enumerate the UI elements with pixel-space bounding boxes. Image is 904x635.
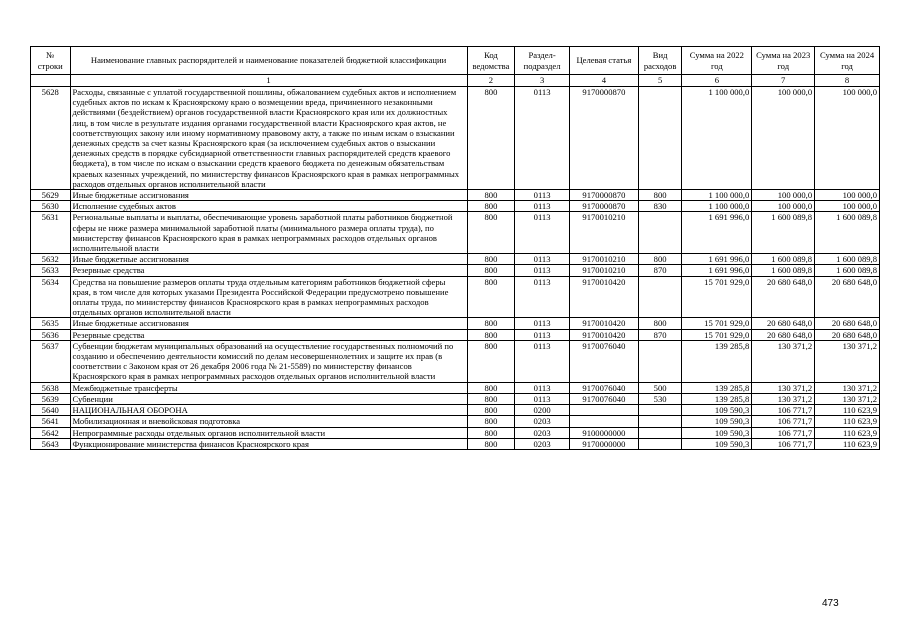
row-name: Резервные средства	[70, 329, 467, 340]
row-number: 5639	[31, 393, 71, 404]
row-sum-2022: 15 701 929,0	[682, 318, 752, 329]
table-row	[31, 416, 880, 427]
row-expense-type: 800	[638, 254, 682, 265]
row-section: 0203	[515, 416, 570, 427]
row-expense-type: 800	[638, 318, 682, 329]
row-sum-2022: 139 285,8	[682, 393, 752, 404]
row-section: 0113	[515, 201, 570, 212]
col-number	[31, 75, 71, 87]
col-number: 2	[467, 75, 515, 87]
row-section: 0113	[515, 254, 570, 265]
col-number: 6	[682, 75, 752, 87]
row-number: 5632	[31, 254, 71, 265]
row-target-item: 9170000870	[569, 190, 638, 201]
row-target-item: 9170010210	[569, 265, 638, 276]
page-number: 473	[822, 598, 839, 609]
row-number: 5635	[31, 318, 71, 329]
row-sum-2022: 15 701 929,0	[682, 276, 752, 318]
budget-table	[30, 46, 880, 450]
row-sum-2023: 1 600 089,8	[752, 254, 815, 265]
row-department-code: 800	[467, 329, 515, 340]
col-number: 4	[569, 75, 638, 87]
row-expense-type: 800	[638, 190, 682, 201]
row-sum-2023: 106 771,7	[752, 416, 815, 427]
row-sum-2023: 106 771,7	[752, 405, 815, 416]
row-expense-type: 870	[638, 265, 682, 276]
row-section: 0113	[515, 340, 570, 382]
table-row	[31, 393, 880, 404]
row-sum-2024: 20 680 648,0	[815, 329, 880, 340]
row-name: Иные бюджетные ассигнования	[70, 254, 467, 265]
header-sum-2023: Сумма на 2023 год	[752, 47, 815, 75]
column-number-row	[31, 75, 880, 87]
row-number: 5634	[31, 276, 71, 318]
row-target-item: 9170076040	[569, 393, 638, 404]
row-expense-type: 830	[638, 201, 682, 212]
row-number: 5633	[31, 265, 71, 276]
col-number: 1	[70, 75, 467, 87]
row-department-code: 800	[467, 190, 515, 201]
row-section: 0113	[515, 329, 570, 340]
row-number: 5630	[31, 201, 71, 212]
row-name: Региональные выплаты и выплаты, обеспечивающие уровень заработной платы работников бюджетной сферы не ниже размера минимальной заработной платы (минимального размера оплаты труда), по министерству финансов Красноярского края в рамках непрограммных расходов отдельных органов исполнительной власти	[70, 212, 467, 254]
row-target-item: 9170010210	[569, 212, 638, 254]
row-expense-type: 870	[638, 329, 682, 340]
row-sum-2023: 1 600 089,8	[752, 265, 815, 276]
row-sum-2023: 20 680 648,0	[752, 329, 815, 340]
row-sum-2023: 100 000,0	[752, 190, 815, 201]
row-department-code: 800	[467, 318, 515, 329]
row-sum-2024: 100 000,0	[815, 190, 880, 201]
table-row	[31, 254, 880, 265]
header-row-number: № строки	[31, 47, 71, 75]
row-department-code: 800	[467, 427, 515, 438]
header-expense-type: Вид расходов	[638, 47, 682, 75]
row-department-code: 800	[467, 340, 515, 382]
row-sum-2024: 110 623,9	[815, 405, 880, 416]
row-section: 0113	[515, 276, 570, 318]
row-target-item: 9170010420	[569, 318, 638, 329]
row-sum-2024: 130 371,2	[815, 382, 880, 393]
row-sum-2022: 109 590,3	[682, 427, 752, 438]
row-target-item	[569, 405, 638, 416]
row-number: 5641	[31, 416, 71, 427]
row-department-code: 800	[467, 201, 515, 212]
row-name: Межбюджетные трансферты	[70, 382, 467, 393]
row-sum-2022: 109 590,3	[682, 416, 752, 427]
row-target-item: 9170010420	[569, 276, 638, 318]
row-expense-type	[638, 438, 682, 449]
row-sum-2023: 130 371,2	[752, 393, 815, 404]
row-sum-2024: 110 623,9	[815, 416, 880, 427]
row-sum-2024: 110 623,9	[815, 438, 880, 449]
row-department-code: 800	[467, 393, 515, 404]
row-number: 5643	[31, 438, 71, 449]
row-target-item: 9170076040	[569, 382, 638, 393]
row-target-item: 9100000000	[569, 427, 638, 438]
row-sum-2023: 20 680 648,0	[752, 318, 815, 329]
header-row	[31, 47, 880, 75]
header-target-item: Целевая статья	[569, 47, 638, 75]
row-expense-type	[638, 405, 682, 416]
row-target-item: 9170000870	[569, 201, 638, 212]
header-sum-2022: Сумма на 2022 год	[682, 47, 752, 75]
table-row	[31, 382, 880, 393]
row-expense-type	[638, 212, 682, 254]
row-department-code: 800	[467, 438, 515, 449]
row-sum-2023: 106 771,7	[752, 427, 815, 438]
row-section: 0113	[515, 382, 570, 393]
row-expense-type	[638, 87, 682, 190]
row-target-item: 9170000870	[569, 87, 638, 190]
row-number: 5636	[31, 329, 71, 340]
row-number: 5640	[31, 405, 71, 416]
col-number: 5	[638, 75, 682, 87]
row-sum-2022: 139 285,8	[682, 340, 752, 382]
row-department-code: 800	[467, 276, 515, 318]
row-sum-2024: 1 600 089,8	[815, 212, 880, 254]
table-row	[31, 265, 880, 276]
row-name: Субвенции бюджетам муниципальных образований на осуществление государственных полномочий по созданию и обеспечению деятельности комиссий по делам несовершеннолетних и защите их прав (в соответствии с Законом края от 26 декабря 2006 года № 21-5589) по министерству финансов Красноярского края в рамках непрограммных расходов отдельных органов исполнительной власти	[70, 340, 467, 382]
table-row	[31, 276, 880, 318]
table-row	[31, 329, 880, 340]
row-department-code: 800	[467, 265, 515, 276]
row-number: 5629	[31, 190, 71, 201]
row-sum-2022: 139 285,8	[682, 382, 752, 393]
row-department-code: 800	[467, 405, 515, 416]
row-expense-type	[638, 427, 682, 438]
row-expense-type: 530	[638, 393, 682, 404]
table-row	[31, 438, 880, 449]
row-expense-type	[638, 416, 682, 427]
row-sum-2023: 20 680 648,0	[752, 276, 815, 318]
row-number: 5637	[31, 340, 71, 382]
row-sum-2022: 1 691 996,0	[682, 254, 752, 265]
row-section: 0113	[515, 393, 570, 404]
row-sum-2024: 1 600 089,8	[815, 265, 880, 276]
row-sum-2022: 1 691 996,0	[682, 265, 752, 276]
table-row	[31, 405, 880, 416]
row-name: Резервные средства	[70, 265, 467, 276]
row-name: Иные бюджетные ассигнования	[70, 190, 467, 201]
row-expense-type: 500	[638, 382, 682, 393]
row-section: 0113	[515, 265, 570, 276]
row-target-item: 9170010420	[569, 329, 638, 340]
table-row	[31, 87, 880, 190]
row-sum-2023: 1 600 089,8	[752, 212, 815, 254]
row-target-item	[569, 416, 638, 427]
row-section: 0113	[515, 212, 570, 254]
row-section: 0113	[515, 318, 570, 329]
header-section: Раздел-подраздел	[515, 47, 570, 75]
row-expense-type	[638, 276, 682, 318]
row-sum-2022: 1 691 996,0	[682, 212, 752, 254]
row-department-code: 800	[467, 212, 515, 254]
row-sum-2024: 100 000,0	[815, 201, 880, 212]
row-sum-2023: 130 371,2	[752, 340, 815, 382]
table-row	[31, 212, 880, 254]
row-target-item: 9170076040	[569, 340, 638, 382]
col-number: 8	[815, 75, 880, 87]
row-department-code: 800	[467, 87, 515, 190]
row-sum-2023: 106 771,7	[752, 438, 815, 449]
row-name: Средства на повышение размеров оплаты труда отдельным категориям работников бюджетной сферы края, в том числе для которых указами Президента Российской Федерации предусмотрено повышение оплаты труда, по министерству финансов Красноярского края в рамках непрограммных расходов отдельных органов исполнительной власти	[70, 276, 467, 318]
table-row	[31, 190, 880, 201]
row-section: 0203	[515, 438, 570, 449]
row-name: Исполнение судебных актов	[70, 201, 467, 212]
row-sum-2023: 130 371,2	[752, 382, 815, 393]
header-name: Наименование главных распорядителей и наименование показателей бюджетной классификации	[70, 47, 467, 75]
row-section: 0200	[515, 405, 570, 416]
header-department-code: Код ведомства	[467, 47, 515, 75]
row-sum-2024: 130 371,2	[815, 340, 880, 382]
row-number: 5642	[31, 427, 71, 438]
row-name: Субвенции	[70, 393, 467, 404]
row-sum-2022: 1 100 000,0	[682, 87, 752, 190]
row-name: Расходы, связанные с уплатой государственной пошлины, обжалованием судебных актов и исполнением судебных актов по искам к Красноярскому краю о возмещении вреда, причиненного незаконными действиями (бездействием) органов государственной власти Красноярского края или их должностных лиц, в том числе в результате издания органами государственной власти Красноярского края актов, не соответствующих закону или иному нормативному правовому акту, а также по иным искам о взыскании денежных средств за счет казны Красноярского края (за исключением судебных актов о взыскании денежных средств в порядке субсидиарной ответственности главных распорядителей средств краевого бюджета), в том числе по искам о взыскании средств краевого бюджета по денежным обязательствам краевых казенных учреждений, по министерству финансов Красноярского края в рамках непрограммных расходов отдельных органов исполнительной власти	[70, 87, 467, 190]
row-number: 5628	[31, 87, 71, 190]
row-name: Непрограммные расходы отдельных органов исполнительной власти	[70, 427, 467, 438]
row-section: 0113	[515, 87, 570, 190]
row-name: Функционирование министерства финансов Красноярского края	[70, 438, 467, 449]
row-section: 0113	[515, 190, 570, 201]
row-section: 0203	[515, 427, 570, 438]
row-sum-2024: 130 371,2	[815, 393, 880, 404]
table-row	[31, 427, 880, 438]
row-sum-2024: 100 000,0	[815, 87, 880, 190]
row-sum-2023: 100 000,0	[752, 201, 815, 212]
row-target-item: 9170010210	[569, 254, 638, 265]
table-row	[31, 340, 880, 382]
col-number: 3	[515, 75, 570, 87]
row-name: Мобилизационная и вневойсковая подготовка	[70, 416, 467, 427]
row-sum-2022: 1 100 000,0	[682, 201, 752, 212]
row-number: 5631	[31, 212, 71, 254]
row-number: 5638	[31, 382, 71, 393]
row-department-code: 800	[467, 254, 515, 265]
row-expense-type	[638, 340, 682, 382]
row-department-code: 800	[467, 382, 515, 393]
header-sum-2024: Сумма на 2024 год	[815, 47, 880, 75]
table-row	[31, 201, 880, 212]
row-sum-2024: 1 600 089,8	[815, 254, 880, 265]
row-department-code: 800	[467, 416, 515, 427]
row-sum-2022: 15 701 929,0	[682, 329, 752, 340]
col-number: 7	[752, 75, 815, 87]
table-row	[31, 318, 880, 329]
row-sum-2022: 109 590,3	[682, 405, 752, 416]
row-target-item: 9170000000	[569, 438, 638, 449]
row-sum-2023: 100 000,0	[752, 87, 815, 190]
row-sum-2022: 109 590,3	[682, 438, 752, 449]
row-name: НАЦИОНАЛЬНАЯ ОБОРОНА	[70, 405, 467, 416]
row-sum-2024: 110 623,9	[815, 427, 880, 438]
row-name: Иные бюджетные ассигнования	[70, 318, 467, 329]
row-sum-2024: 20 680 648,0	[815, 318, 880, 329]
row-sum-2024: 20 680 648,0	[815, 276, 880, 318]
row-sum-2022: 1 100 000,0	[682, 190, 752, 201]
